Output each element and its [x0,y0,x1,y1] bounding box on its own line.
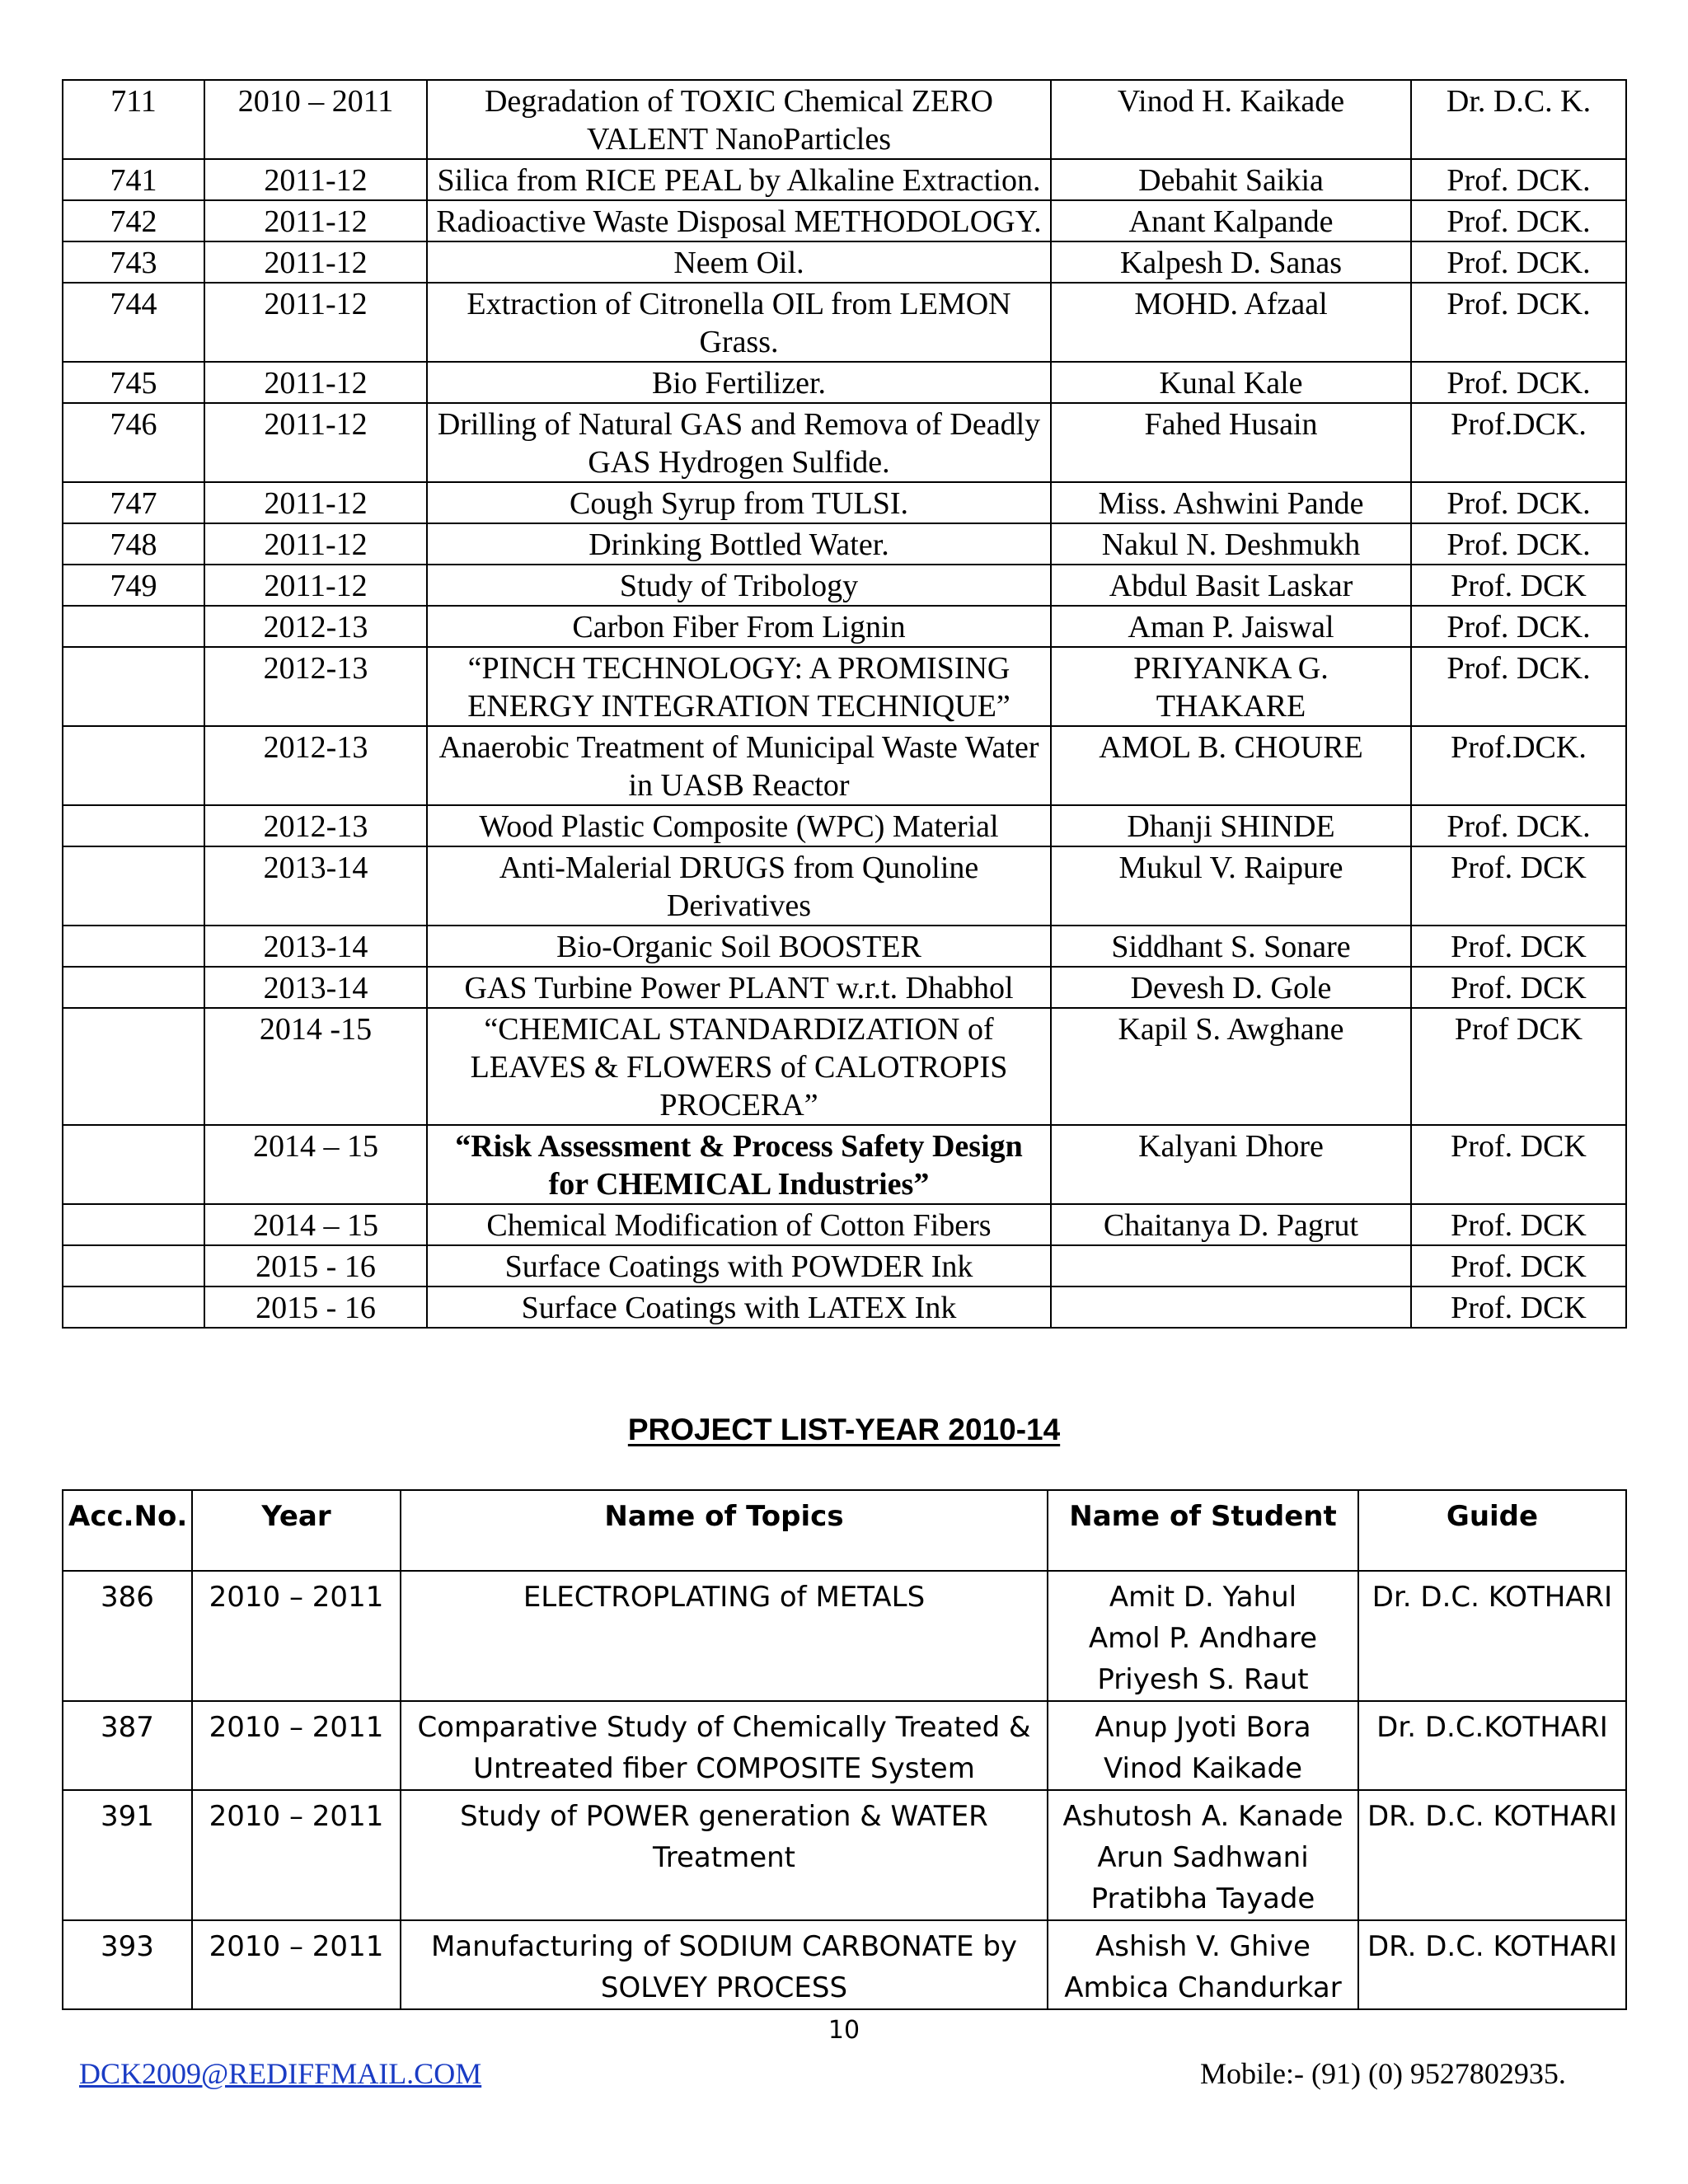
guide-cell: Dr. D.C.KOTHARI [1358,1701,1626,1790]
year-cell: 2011-12 [204,283,427,362]
acc-no-cell: 393 [63,1920,192,2009]
student-cell: Chaitanya D. Pagrut [1051,1204,1411,1245]
guide-cell: Prof. DCK [1411,1125,1626,1204]
project-list-body [63,1571,1626,2009]
topic-cell: Surface Coatings with LATEX Ink [427,1286,1051,1328]
table-row [63,846,1626,926]
header-year: Year [192,1490,401,1571]
table-row [63,159,1626,200]
student-cell: Abdul Basit Laskar [1051,565,1411,606]
acc-no-cell [63,926,204,967]
projects-table-continued [62,79,1627,1329]
year-cell: 2012-13 [204,805,427,846]
acc-no-cell [63,1286,204,1328]
student-cell: Anant Kalpande [1051,200,1411,241]
year-cell: 2011-12 [204,403,427,482]
student-cell [1051,1245,1411,1286]
acc-no-cell: 743 [63,241,204,283]
topic-cell: Surface Coatings with POWDER Ink [427,1245,1051,1286]
acc-no-cell [63,606,204,647]
guide-cell: Prof. DCK [1411,1204,1626,1245]
project-list-table [62,1489,1627,2010]
acc-no-cell: 745 [63,362,204,403]
acc-no-cell [63,1125,204,1204]
topic-cell: Wood Plastic Composite (WPC) Material [427,805,1051,846]
guide-cell: Prof. DCK. [1411,647,1626,726]
topic-cell: Bio Fertilizer. [427,362,1051,403]
table-row [63,1286,1626,1328]
topic-cell: Extraction of Citronella OIL from LEMON Grass. [427,283,1051,362]
topic-cell: Study of POWER generation & WATER Treatment [401,1790,1048,1920]
year-cell: 2014 -15 [204,1008,427,1125]
year-cell: 2013-14 [204,846,427,926]
table-row [63,805,1626,846]
topic-cell: “PINCH TECHNOLOGY: A PROMISING ENERGY INTEGRATION TECHNIQUE” [427,647,1051,726]
acc-no-cell [63,1008,204,1125]
table-row [63,967,1626,1008]
guide-cell: Prof. DCK. [1411,606,1626,647]
table-row [63,726,1626,805]
table-row [63,1571,1626,1701]
year-cell: 2011-12 [204,565,427,606]
guide-cell: Prof. DCK [1411,1245,1626,1286]
table-row [63,1125,1626,1204]
year-cell: 2015 - 16 [204,1245,427,1286]
student-cell: Fahed Husain [1051,403,1411,482]
student-cell: Aman P. Jaiswal [1051,606,1411,647]
topic-cell: Anti-Malerial DRUGS from Qunoline Derivatives [427,846,1051,926]
year-cell: 2014 – 15 [204,1204,427,1245]
acc-no-cell: 741 [63,159,204,200]
year-cell: 2010 – 2011 [192,1701,401,1790]
topic-cell: Radioactive Waste Disposal METHODOLOGY. [427,200,1051,241]
header-acc-no: Acc.No. [63,1490,192,1571]
topic-cell: Chemical Modification of Cotton Fibers [427,1204,1051,1245]
table-header-row [63,1490,1626,1571]
topic-cell: Drilling of Natural GAS and Remova of Deadly GAS Hydrogen Sulfide. [427,403,1051,482]
guide-cell: Prof. DCK. [1411,283,1626,362]
year-cell: 2013-14 [204,926,427,967]
student-cell: Siddhant S. Sonare [1051,926,1411,967]
table-row [63,1701,1626,1790]
student-cell: Devesh D. Gole [1051,967,1411,1008]
table-row [63,362,1626,403]
guide-cell: Prof. DCK [1411,967,1626,1008]
year-cell: 2011-12 [204,362,427,403]
student-cell: Amit D. Yahul Amol P. Andhare Priyesh S. Raut [1048,1571,1358,1701]
table-row [63,647,1626,726]
acc-no-cell: 744 [63,283,204,362]
student-cell: Anup Jyoti Bora Vinod Kaikade [1048,1701,1358,1790]
topic-cell: Manufacturing of SODIUM CARBONATE by SOLVEY PROCESS [401,1920,1048,2009]
header-topics: Name of Topics [401,1490,1048,1571]
table-row [63,1008,1626,1125]
year-cell: 2013-14 [204,967,427,1008]
acc-no-cell [63,1204,204,1245]
topic-cell: Study of Tribology [427,565,1051,606]
acc-no-cell [63,726,204,805]
student-cell: Dhanji SHINDE [1051,805,1411,846]
topic-cell: Anaerobic Treatment of Municipal Waste Water in UASB Reactor [427,726,1051,805]
topic-cell: GAS Turbine Power PLANT w.r.t. Dhabhol [427,967,1051,1008]
guide-cell: Prof. DCK [1411,565,1626,606]
student-cell: Ashutosh A. Kanade Arun Sadhwani Pratibha Tayade [1048,1790,1358,1920]
page-number: 10 [828,2016,860,2045]
guide-cell: Prof. DCK. [1411,362,1626,403]
table-row [63,403,1626,482]
guide-cell: Prof. DCK [1411,846,1626,926]
student-cell: Nakul N. Deshmukh [1051,523,1411,565]
year-cell: 2010 – 2011 [204,80,427,159]
student-cell: Kapil S. Awghane [1051,1008,1411,1125]
acc-no-cell: 746 [63,403,204,482]
student-cell: Miss. Ashwini Pande [1051,482,1411,523]
guide-cell: Prof. DCK [1411,926,1626,967]
topic-cell: Degradation of TOXIC Chemical ZERO VALENT NanoParticles [427,80,1051,159]
topic-cell: Carbon Fiber From Lignin [427,606,1051,647]
table-row [63,283,1626,362]
table-row [63,1920,1626,2009]
year-cell: 2012-13 [204,606,427,647]
table-row [63,565,1626,606]
table-row [63,926,1626,967]
acc-no-cell [63,967,204,1008]
student-cell [1051,1286,1411,1328]
table-row [63,200,1626,241]
guide-cell: Prof. DCK. [1411,241,1626,283]
mobile-number: Mobile:- (91) (0) 9527802935. [1200,2057,1566,2090]
acc-no-cell [63,846,204,926]
acc-no-cell: 386 [63,1571,192,1701]
student-cell: Kalyani Dhore [1051,1125,1411,1204]
guide-cell: Dr. D.C. KOTHARI [1358,1571,1626,1701]
table-row [63,482,1626,523]
header-guide: Guide [1358,1490,1626,1571]
header-student: Name of Student [1048,1490,1358,1571]
student-cell: Kalpesh D. Sanas [1051,241,1411,283]
guide-cell: Prof. DCK. [1411,159,1626,200]
year-cell: 2011-12 [204,523,427,565]
table-row [63,606,1626,647]
table-row [63,1245,1626,1286]
acc-no-cell: 742 [63,200,204,241]
student-cell: Mukul V. Raipure [1051,846,1411,926]
topic-cell: Drinking Bottled Water. [427,523,1051,565]
year-cell: 2012-13 [204,726,427,805]
student-cell: Ashish V. Ghive Ambica Chandurkar [1048,1920,1358,2009]
topic-cell: Comparative Study of Chemically Treated & Untreated fiber COMPOSITE System [401,1701,1048,1790]
year-cell: 2011-12 [204,200,427,241]
table-row [63,1204,1626,1245]
guide-cell: DR. D.C. KOTHARI [1358,1790,1626,1920]
table-row [63,241,1626,283]
student-cell: Debahit Saikia [1051,159,1411,200]
topic-cell: Bio-Organic Soil BOOSTER [427,926,1051,967]
acc-no-cell: 391 [63,1790,192,1920]
acc-no-cell: 387 [63,1701,192,1790]
section-title: PROJECT LIST-YEAR 2010-14 [627,1413,1061,1446]
year-cell: 2011-12 [204,159,427,200]
student-cell: AMOL B. CHOURE [1051,726,1411,805]
topic-cell: Neem Oil. [427,241,1051,283]
student-cell: MOHD. Afzaal [1051,283,1411,362]
year-cell: 2010 – 2011 [192,1571,401,1701]
guide-cell: Prof. DCK. [1411,200,1626,241]
topic-cell: “CHEMICAL STANDARDIZATION of LEAVES & FLOWERS of CALOTROPIS PROCERA” [427,1008,1051,1125]
acc-no-cell [63,805,204,846]
acc-no-cell [63,647,204,726]
topic-cell: “Risk Assessment & Process Safety Design for CHEMICAL Industries” [427,1125,1051,1204]
topic-cell: Silica from RICE PEAL by Alkaline Extraction. [427,159,1051,200]
year-cell: 2011-12 [204,241,427,283]
table-row [63,523,1626,565]
guide-cell: Prof.DCK. [1411,403,1626,482]
student-cell: PRIYANKA G. THAKARE [1051,647,1411,726]
year-cell: 2012-13 [204,647,427,726]
guide-cell: Prof DCK [1411,1008,1626,1125]
acc-no-cell: 711 [63,80,204,159]
year-cell: 2010 – 2011 [192,1920,401,2009]
guide-cell: Prof. DCK. [1411,805,1626,846]
table-row [63,1790,1626,1920]
acc-no-cell: 747 [63,482,204,523]
table-row [63,80,1626,159]
student-cell: Kunal Kale [1051,362,1411,403]
projects-table-body [63,80,1626,1328]
email-link[interactable]: DCK2009@REDIFFMAIL.COM [79,2057,482,2090]
guide-cell: Dr. D.C. K. [1411,80,1626,159]
year-cell: 2014 – 15 [204,1125,427,1204]
guide-cell: DR. D.C. KOTHARI [1358,1920,1626,2009]
acc-no-cell: 748 [63,523,204,565]
guide-cell: Prof. DCK. [1411,523,1626,565]
student-cell: Vinod H. Kaikade [1051,80,1411,159]
year-cell: 2015 - 16 [204,1286,427,1328]
guide-cell: Prof. DCK [1411,1286,1626,1328]
guide-cell: Prof.DCK. [1411,726,1626,805]
acc-no-cell [63,1245,204,1286]
topic-cell: ELECTROPLATING of METALS [401,1571,1048,1701]
year-cell: 2010 – 2011 [192,1790,401,1920]
acc-no-cell: 749 [63,565,204,606]
topic-cell: Cough Syrup from TULSI. [427,482,1051,523]
year-cell: 2011-12 [204,482,427,523]
guide-cell: Prof. DCK. [1411,482,1626,523]
